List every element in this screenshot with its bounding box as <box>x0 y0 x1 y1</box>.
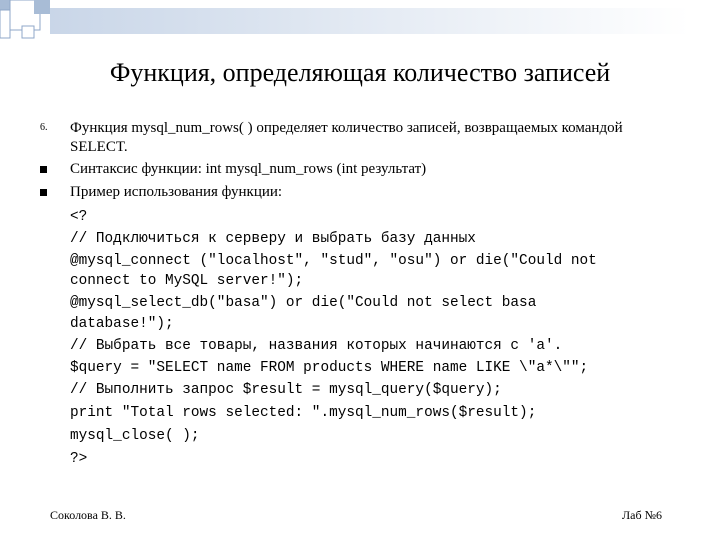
code-line: ?> <box>70 451 88 467</box>
list-item-3: Пример использования функции: <box>70 184 283 200</box>
code-line: @mysql_select_db("basa") or die("Could not select basa <box>70 295 537 311</box>
code-line: $query = "SELECT name FROM products WHERE name LIKE \"а*\""; <box>70 360 589 376</box>
list-marker-number: 6. <box>40 122 48 133</box>
code-line: mysql_close( ); <box>70 428 200 444</box>
code-line: database!"); <box>70 316 174 332</box>
list-item-2: Синтаксис функции: int mysql_num_rows (int результат) <box>70 161 427 177</box>
code-line: @mysql_connect ("localhost", "stud", "osu") or die("Could not <box>70 253 597 269</box>
code-line: <? <box>70 209 88 225</box>
list-item-1-line-1: Функция mysql_num_rows( ) определяет количество записей, возвращаемых командой <box>70 120 623 136</box>
bullet-square-icon <box>40 189 47 196</box>
footer-author: Соколова В. В. <box>50 508 126 522</box>
code-line: // Выполнить запрос $result = mysql_query($query); <box>70 382 502 398</box>
footer-slide-label: Лаб №6 <box>622 508 663 522</box>
code-line: print "Total rows selected: ".mysql_num_rows($result); <box>70 405 537 421</box>
code-line: connect to MySQL server!"); <box>70 273 304 289</box>
list-item-1-line-2: SELECT. <box>70 139 128 155</box>
code-line: // Подключиться к серверу и выбрать базу данных <box>70 231 476 247</box>
code-line: // Выбрать все товары, названия которых начинаются с 'а'. <box>70 338 563 354</box>
slide-title: Функция, определяющая количество записей <box>109 58 611 87</box>
bullet-square-icon <box>40 166 47 173</box>
